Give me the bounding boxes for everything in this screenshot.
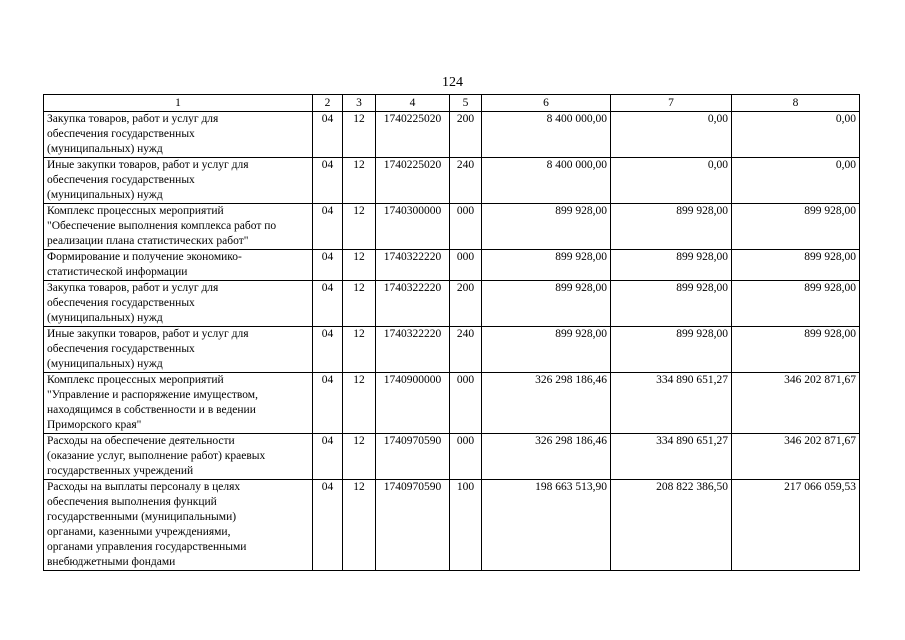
table-row	[44, 281, 860, 327]
table-row	[44, 327, 860, 373]
table-row	[44, 434, 860, 480]
subsection-code-cell: 12	[343, 434, 376, 480]
expense-name-cell: Комплекс процессных мероприятий "Управление и распоряжение имуществом, находящимся в собственности и в ведении Приморского края"	[44, 373, 313, 434]
amount-col8-cell: 217 066 059,53	[732, 480, 860, 571]
table-row	[44, 158, 860, 204]
column-header: 1	[44, 95, 313, 112]
amount-col6-cell: 8 400 000,00	[482, 158, 611, 204]
expense-name-cell: Комплекс процессных мероприятий "Обеспечение выполнения комплекса работ по реализации плана статистических работ"	[44, 204, 313, 250]
amount-col7-cell: 899 928,00	[611, 250, 732, 281]
target-article-cell: 1740900000	[376, 373, 450, 434]
table-row	[44, 204, 860, 250]
target-article-cell: 1740225020	[376, 112, 450, 158]
amount-col8-cell: 346 202 871,67	[732, 373, 860, 434]
amount-col6-cell: 899 928,00	[482, 327, 611, 373]
amount-col8-cell: 0,00	[732, 112, 860, 158]
target-article-cell: 1740300000	[376, 204, 450, 250]
expense-name-cell: Иные закупки товаров, работ и услуг для обеспечения государственных (муниципальных) нужд	[44, 327, 313, 373]
target-article-cell: 1740322220	[376, 281, 450, 327]
column-header: 5	[450, 95, 482, 112]
section-code-cell: 04	[313, 434, 343, 480]
expense-type-cell: 200	[450, 112, 482, 158]
amount-col8-cell: 346 202 871,67	[732, 434, 860, 480]
table-row	[44, 112, 860, 158]
section-code-cell: 04	[313, 281, 343, 327]
expense-name-cell: Закупка товаров, работ и услуг для обеспечения государственных (муниципальных) нужд	[44, 281, 313, 327]
table-row	[44, 373, 860, 434]
target-article-cell: 1740322220	[376, 327, 450, 373]
page-number: 124	[442, 75, 463, 90]
amount-col7-cell: 899 928,00	[611, 204, 732, 250]
subsection-code-cell: 12	[343, 373, 376, 434]
expense-type-cell: 000	[450, 204, 482, 250]
column-header: 7	[611, 95, 732, 112]
expense-name-cell: Расходы на обеспечение деятельности (оказание услуг, выполнение работ) краевых государственных учреждений	[44, 434, 313, 480]
section-code-cell: 04	[313, 250, 343, 281]
expense-type-cell: 000	[450, 250, 482, 281]
amount-col7-cell: 334 890 651,27	[611, 373, 732, 434]
expense-type-cell: 000	[450, 434, 482, 480]
expense-type-cell: 240	[450, 327, 482, 373]
section-code-cell: 04	[313, 204, 343, 250]
amount-col7-cell: 899 928,00	[611, 281, 732, 327]
column-header: 3	[343, 95, 376, 112]
expense-name-cell: Формирование и получение экономико- статистической информации	[44, 250, 313, 281]
section-code-cell: 04	[313, 158, 343, 204]
amount-col6-cell: 899 928,00	[482, 204, 611, 250]
subsection-code-cell: 12	[343, 281, 376, 327]
target-article-cell: 1740322220	[376, 250, 450, 281]
column-header: 6	[482, 95, 611, 112]
amount-col7-cell: 899 928,00	[611, 327, 732, 373]
amount-col6-cell: 198 663 513,90	[482, 480, 611, 571]
amount-col7-cell: 0,00	[611, 112, 732, 158]
target-article-cell: 1740970590	[376, 434, 450, 480]
amount-col8-cell: 899 928,00	[732, 281, 860, 327]
amount-col7-cell: 208 822 386,50	[611, 480, 732, 571]
target-article-cell: 1740225020	[376, 158, 450, 204]
column-header: 2	[313, 95, 343, 112]
amount-col8-cell: 899 928,00	[732, 250, 860, 281]
section-code-cell: 04	[313, 373, 343, 434]
budget-table	[43, 94, 860, 571]
subsection-code-cell: 12	[343, 158, 376, 204]
subsection-code-cell: 12	[343, 112, 376, 158]
expense-type-cell: 000	[450, 373, 482, 434]
amount-col6-cell: 899 928,00	[482, 281, 611, 327]
amount-col7-cell: 334 890 651,27	[611, 434, 732, 480]
expense-type-cell: 100	[450, 480, 482, 571]
table-row	[44, 480, 860, 571]
amount-col8-cell: 0,00	[732, 158, 860, 204]
section-code-cell: 04	[313, 327, 343, 373]
amount-col7-cell: 0,00	[611, 158, 732, 204]
section-code-cell: 04	[313, 480, 343, 571]
column-header: 8	[732, 95, 860, 112]
amount-col6-cell: 326 298 186,46	[482, 434, 611, 480]
amount-col8-cell: 899 928,00	[732, 204, 860, 250]
expense-type-cell: 240	[450, 158, 482, 204]
subsection-code-cell: 12	[343, 327, 376, 373]
amount-col6-cell: 326 298 186,46	[482, 373, 611, 434]
table-row	[44, 250, 860, 281]
expense-type-cell: 200	[450, 281, 482, 327]
amount-col8-cell: 899 928,00	[732, 327, 860, 373]
expense-name-cell: Закупка товаров, работ и услуг для обеспечения государственных (муниципальных) нужд	[44, 112, 313, 158]
subsection-code-cell: 12	[343, 480, 376, 571]
expense-name-cell: Расходы на выплаты персоналу в целях обеспечения выполнения функций государственными (муниципальными) органами, казенными учреждениями, органами управления государственными внебюджетными фондами	[44, 480, 313, 571]
amount-col6-cell: 899 928,00	[482, 250, 611, 281]
target-article-cell: 1740970590	[376, 480, 450, 571]
column-header: 4	[376, 95, 450, 112]
table-header-row	[44, 95, 860, 112]
subsection-code-cell: 12	[343, 204, 376, 250]
amount-col6-cell: 8 400 000,00	[482, 112, 611, 158]
subsection-code-cell: 12	[343, 250, 376, 281]
section-code-cell: 04	[313, 112, 343, 158]
expense-name-cell: Иные закупки товаров, работ и услуг для обеспечения государственных (муниципальных) нужд	[44, 158, 313, 204]
